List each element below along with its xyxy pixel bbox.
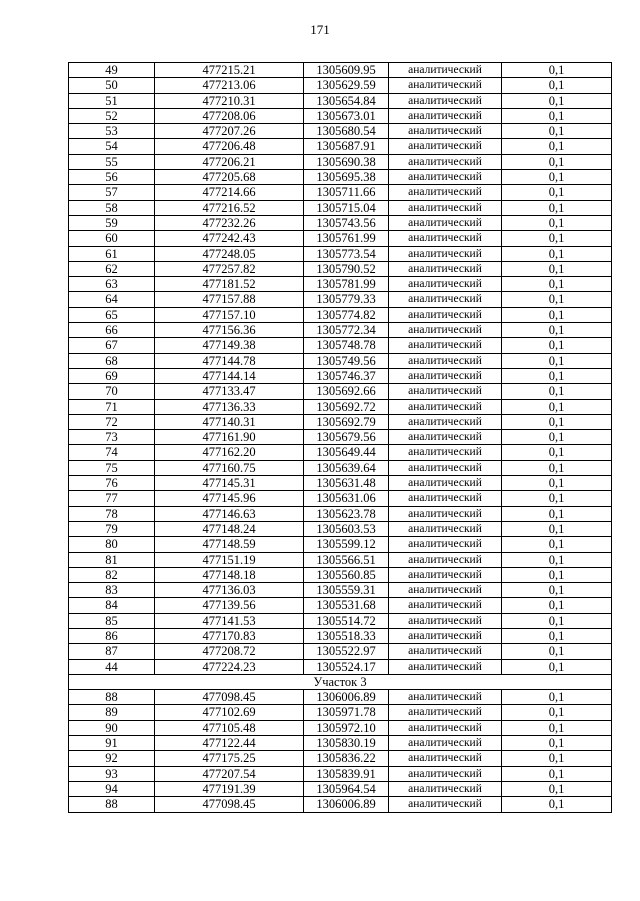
y-coordinate-cell: 1305746.37 [304,368,389,383]
method-cell: аналитический [389,215,502,230]
accuracy-cell: 0,1 [502,445,612,460]
method-cell: аналитический [389,476,502,491]
accuracy-cell: 0,1 [502,63,612,78]
table-row [69,277,612,292]
y-coordinate-cell: 1305743.56 [304,215,389,230]
method-cell: аналитический [389,200,502,215]
y-coordinate-cell: 1305772.34 [304,323,389,338]
table-row [69,552,612,567]
point-number-cell: 78 [69,506,155,521]
y-coordinate-cell: 1305971.78 [304,705,389,720]
point-number-cell: 84 [69,598,155,613]
table-row [69,506,612,521]
table-row [69,628,612,643]
table-row [69,797,612,812]
accuracy-cell: 0,1 [502,384,612,399]
point-number-cell: 80 [69,537,155,552]
accuracy-cell: 0,1 [502,399,612,414]
y-coordinate-cell: 1305639.64 [304,460,389,475]
point-number-cell: 76 [69,476,155,491]
table-row [69,751,612,766]
table-body-after [69,690,612,812]
point-number-cell: 44 [69,659,155,674]
x-coordinate-cell: 477157.88 [155,292,304,307]
x-coordinate-cell: 477214.66 [155,185,304,200]
y-coordinate-cell: 1305566.51 [304,552,389,567]
method-cell: аналитический [389,781,502,796]
point-number-cell: 91 [69,736,155,751]
x-coordinate-cell: 477098.45 [155,797,304,812]
accuracy-cell: 0,1 [502,139,612,154]
x-coordinate-cell: 477141.53 [155,613,304,628]
y-coordinate-cell: 1305524.17 [304,659,389,674]
accuracy-cell: 0,1 [502,323,612,338]
table-row [69,705,612,720]
table-row [69,414,612,429]
section-header-body [69,674,612,689]
method-cell: аналитический [389,720,502,735]
x-coordinate-cell: 477140.31 [155,414,304,429]
y-coordinate-cell: 1305748.78 [304,338,389,353]
method-cell: аналитический [389,185,502,200]
accuracy-cell: 0,1 [502,154,612,169]
accuracy-cell: 0,1 [502,185,612,200]
x-coordinate-cell: 477149.38 [155,338,304,353]
accuracy-cell: 0,1 [502,628,612,643]
x-coordinate-cell: 477208.72 [155,644,304,659]
x-coordinate-cell: 477156.36 [155,323,304,338]
method-cell: аналитический [389,261,502,276]
point-number-cell: 68 [69,353,155,368]
method-cell: аналитический [389,491,502,506]
method-cell: аналитический [389,368,502,383]
method-cell: аналитический [389,766,502,781]
point-number-cell: 51 [69,93,155,108]
accuracy-cell: 0,1 [502,751,612,766]
table-row [69,644,612,659]
y-coordinate-cell: 1305836.22 [304,751,389,766]
y-coordinate-cell: 1305692.79 [304,414,389,429]
table-row [69,598,612,613]
table-row [69,430,612,445]
x-coordinate-cell: 477206.48 [155,139,304,154]
point-number-cell: 54 [69,139,155,154]
point-number-cell: 72 [69,414,155,429]
point-number-cell: 69 [69,368,155,383]
point-number-cell: 75 [69,460,155,475]
x-coordinate-cell: 477181.52 [155,277,304,292]
y-coordinate-cell: 1305518.33 [304,628,389,643]
y-coordinate-cell: 1305631.06 [304,491,389,506]
x-coordinate-cell: 477257.82 [155,261,304,276]
method-cell: аналитический [389,521,502,536]
x-coordinate-cell: 477148.24 [155,521,304,536]
y-coordinate-cell: 1305522.97 [304,644,389,659]
table-row [69,215,612,230]
accuracy-cell: 0,1 [502,613,612,628]
point-number-cell: 79 [69,521,155,536]
table-row [69,766,612,781]
method-cell: аналитический [389,598,502,613]
y-coordinate-cell: 1305629.59 [304,78,389,93]
method-cell: аналитический [389,644,502,659]
y-coordinate-cell: 1305690.38 [304,154,389,169]
x-coordinate-cell: 477213.06 [155,78,304,93]
coordinates-table [68,62,612,813]
point-number-cell: 88 [69,690,155,705]
accuracy-cell: 0,1 [502,583,612,598]
point-number-cell: 64 [69,292,155,307]
x-coordinate-cell: 477175.25 [155,751,304,766]
method-cell: аналитический [389,292,502,307]
table-row [69,460,612,475]
table-row [69,736,612,751]
x-coordinate-cell: 477105.48 [155,720,304,735]
y-coordinate-cell: 1305560.85 [304,567,389,582]
method-cell: аналитический [389,384,502,399]
method-cell: аналитический [389,659,502,674]
x-coordinate-cell: 477136.03 [155,583,304,598]
y-coordinate-cell: 1305790.52 [304,261,389,276]
accuracy-cell: 0,1 [502,78,612,93]
point-number-cell: 82 [69,567,155,582]
y-coordinate-cell: 1305773.54 [304,246,389,261]
method-cell: аналитический [389,552,502,567]
method-cell: аналитический [389,506,502,521]
table-row [69,491,612,506]
method-cell: аналитический [389,613,502,628]
accuracy-cell: 0,1 [502,430,612,445]
method-cell: аналитический [389,63,502,78]
table-row [69,537,612,552]
table-row [69,583,612,598]
accuracy-cell: 0,1 [502,659,612,674]
table-row [69,292,612,307]
table-row [69,246,612,261]
y-coordinate-cell: 1305781.99 [304,277,389,292]
method-cell: аналитический [389,154,502,169]
point-number-cell: 57 [69,185,155,200]
x-coordinate-cell: 477160.75 [155,460,304,475]
accuracy-cell: 0,1 [502,292,612,307]
y-coordinate-cell: 1305631.48 [304,476,389,491]
table-row [69,93,612,108]
method-cell: аналитический [389,537,502,552]
x-coordinate-cell: 477136.33 [155,399,304,414]
section-title: Участок 3 [69,674,612,689]
accuracy-cell: 0,1 [502,277,612,292]
point-number-cell: 49 [69,63,155,78]
x-coordinate-cell: 477151.19 [155,552,304,567]
table-row [69,690,612,705]
x-coordinate-cell: 477207.26 [155,124,304,139]
y-coordinate-cell: 1305711.66 [304,185,389,200]
x-coordinate-cell: 477102.69 [155,705,304,720]
y-coordinate-cell: 1305559.31 [304,583,389,598]
point-number-cell: 50 [69,78,155,93]
method-cell: аналитический [389,338,502,353]
y-coordinate-cell: 1305603.53 [304,521,389,536]
point-number-cell: 90 [69,720,155,735]
x-coordinate-cell: 477224.23 [155,659,304,674]
table-row [69,384,612,399]
table-row [69,185,612,200]
accuracy-cell: 0,1 [502,338,612,353]
method-cell: аналитический [389,124,502,139]
point-number-cell: 58 [69,200,155,215]
accuracy-cell: 0,1 [502,644,612,659]
point-number-cell: 89 [69,705,155,720]
method-cell: аналитический [389,583,502,598]
point-number-cell: 52 [69,108,155,123]
accuracy-cell: 0,1 [502,307,612,322]
point-number-cell: 60 [69,231,155,246]
accuracy-cell: 0,1 [502,781,612,796]
x-coordinate-cell: 477210.31 [155,93,304,108]
x-coordinate-cell: 477148.59 [155,537,304,552]
point-number-cell: 93 [69,766,155,781]
accuracy-cell: 0,1 [502,170,612,185]
y-coordinate-cell: 1305964.54 [304,781,389,796]
x-coordinate-cell: 477248.05 [155,246,304,261]
table-row [69,521,612,536]
x-coordinate-cell: 477133.47 [155,384,304,399]
point-number-cell: 70 [69,384,155,399]
y-coordinate-cell: 1305649.44 [304,445,389,460]
accuracy-cell: 0,1 [502,108,612,123]
y-coordinate-cell: 1306006.89 [304,690,389,705]
point-number-cell: 67 [69,338,155,353]
accuracy-cell: 0,1 [502,414,612,429]
x-coordinate-cell: 477232.26 [155,215,304,230]
accuracy-cell: 0,1 [502,491,612,506]
table-row [69,445,612,460]
point-number-cell: 73 [69,430,155,445]
accuracy-cell: 0,1 [502,537,612,552]
table-row [69,78,612,93]
table-row [69,261,612,276]
x-coordinate-cell: 477161.90 [155,430,304,445]
accuracy-cell: 0,1 [502,476,612,491]
method-cell: аналитический [389,277,502,292]
accuracy-cell: 0,1 [502,200,612,215]
accuracy-cell: 0,1 [502,261,612,276]
method-cell: аналитический [389,93,502,108]
table-row [69,353,612,368]
accuracy-cell: 0,1 [502,690,612,705]
point-number-cell: 87 [69,644,155,659]
x-coordinate-cell: 477145.96 [155,491,304,506]
y-coordinate-cell: 1305830.19 [304,736,389,751]
table-row [69,323,612,338]
accuracy-cell: 0,1 [502,567,612,582]
accuracy-cell: 0,1 [502,246,612,261]
point-number-cell: 74 [69,445,155,460]
x-coordinate-cell: 477170.83 [155,628,304,643]
y-coordinate-cell: 1305687.91 [304,139,389,154]
method-cell: аналитический [389,323,502,338]
y-coordinate-cell: 1305715.04 [304,200,389,215]
table-body-before [69,63,612,675]
table-row [69,124,612,139]
table-row [69,200,612,215]
table-row [69,108,612,123]
method-cell: аналитический [389,231,502,246]
x-coordinate-cell: 477215.21 [155,63,304,78]
accuracy-cell: 0,1 [502,720,612,735]
x-coordinate-cell: 477146.63 [155,506,304,521]
method-cell: аналитический [389,78,502,93]
y-coordinate-cell: 1305692.66 [304,384,389,399]
y-coordinate-cell: 1305779.33 [304,292,389,307]
method-cell: аналитический [389,628,502,643]
method-cell: аналитический [389,170,502,185]
y-coordinate-cell: 1305599.12 [304,537,389,552]
accuracy-cell: 0,1 [502,368,612,383]
x-coordinate-cell: 477144.78 [155,353,304,368]
method-cell: аналитический [389,690,502,705]
y-coordinate-cell: 1305692.72 [304,399,389,414]
table-row [69,399,612,414]
x-coordinate-cell: 477122.44 [155,736,304,751]
y-coordinate-cell: 1305679.56 [304,430,389,445]
y-coordinate-cell: 1305972.10 [304,720,389,735]
x-coordinate-cell: 477216.52 [155,200,304,215]
table-row [69,476,612,491]
method-cell: аналитический [389,139,502,154]
method-cell: аналитический [389,445,502,460]
method-cell: аналитический [389,307,502,322]
method-cell: аналитический [389,246,502,261]
method-cell: аналитический [389,567,502,582]
method-cell: аналитический [389,705,502,720]
table-row [69,659,612,674]
accuracy-cell: 0,1 [502,766,612,781]
point-number-cell: 65 [69,307,155,322]
y-coordinate-cell: 1305654.84 [304,93,389,108]
x-coordinate-cell: 477206.21 [155,154,304,169]
method-cell: аналитический [389,430,502,445]
point-number-cell: 88 [69,797,155,812]
point-number-cell: 59 [69,215,155,230]
point-number-cell: 86 [69,628,155,643]
point-number-cell: 92 [69,751,155,766]
method-cell: аналитический [389,751,502,766]
y-coordinate-cell: 1305749.56 [304,353,389,368]
y-coordinate-cell: 1305839.91 [304,766,389,781]
point-number-cell: 94 [69,781,155,796]
accuracy-cell: 0,1 [502,460,612,475]
accuracy-cell: 0,1 [502,124,612,139]
x-coordinate-cell: 477144.14 [155,368,304,383]
method-cell: аналитический [389,736,502,751]
accuracy-cell: 0,1 [502,521,612,536]
x-coordinate-cell: 477208.06 [155,108,304,123]
table-row [69,781,612,796]
y-coordinate-cell: 1305531.68 [304,598,389,613]
x-coordinate-cell: 477145.31 [155,476,304,491]
point-number-cell: 56 [69,170,155,185]
table-row [69,139,612,154]
accuracy-cell: 0,1 [502,736,612,751]
table-row [69,720,612,735]
accuracy-cell: 0,1 [502,506,612,521]
y-coordinate-cell: 1305680.54 [304,124,389,139]
method-cell: аналитический [389,353,502,368]
x-coordinate-cell: 477242.43 [155,231,304,246]
y-coordinate-cell: 1305695.38 [304,170,389,185]
table-row [69,307,612,322]
point-number-cell: 61 [69,246,155,261]
x-coordinate-cell: 477162.20 [155,445,304,460]
method-cell: аналитический [389,414,502,429]
y-coordinate-cell: 1305761.99 [304,231,389,246]
table-row [69,338,612,353]
table-row [69,368,612,383]
table-row [69,613,612,628]
method-cell: аналитический [389,797,502,812]
point-number-cell: 85 [69,613,155,628]
accuracy-cell: 0,1 [502,215,612,230]
x-coordinate-cell: 477098.45 [155,690,304,705]
y-coordinate-cell: 1306006.89 [304,797,389,812]
point-number-cell: 62 [69,261,155,276]
table-row [69,170,612,185]
accuracy-cell: 0,1 [502,93,612,108]
point-number-cell: 83 [69,583,155,598]
x-coordinate-cell: 477207.54 [155,766,304,781]
x-coordinate-cell: 477157.10 [155,307,304,322]
method-cell: аналитический [389,399,502,414]
accuracy-cell: 0,1 [502,552,612,567]
table-row [69,63,612,78]
y-coordinate-cell: 1305774.82 [304,307,389,322]
point-number-cell: 81 [69,552,155,567]
y-coordinate-cell: 1305673.01 [304,108,389,123]
accuracy-cell: 0,1 [502,797,612,812]
accuracy-cell: 0,1 [502,353,612,368]
section-header-row [69,674,612,689]
table-row [69,567,612,582]
x-coordinate-cell: 477139.56 [155,598,304,613]
method-cell: аналитический [389,460,502,475]
point-number-cell: 63 [69,277,155,292]
point-number-cell: 55 [69,154,155,169]
table-row [69,154,612,169]
x-coordinate-cell: 477191.39 [155,781,304,796]
accuracy-cell: 0,1 [502,705,612,720]
accuracy-cell: 0,1 [502,598,612,613]
y-coordinate-cell: 1305623.78 [304,506,389,521]
x-coordinate-cell: 477148.18 [155,567,304,582]
accuracy-cell: 0,1 [502,231,612,246]
y-coordinate-cell: 1305514.72 [304,613,389,628]
method-cell: аналитический [389,108,502,123]
x-coordinate-cell: 477205.68 [155,170,304,185]
page-number: 171 [310,22,330,37]
point-number-cell: 77 [69,491,155,506]
point-number-cell: 66 [69,323,155,338]
point-number-cell: 71 [69,399,155,414]
point-number-cell: 53 [69,124,155,139]
table-row [69,231,612,246]
y-coordinate-cell: 1305609.95 [304,63,389,78]
